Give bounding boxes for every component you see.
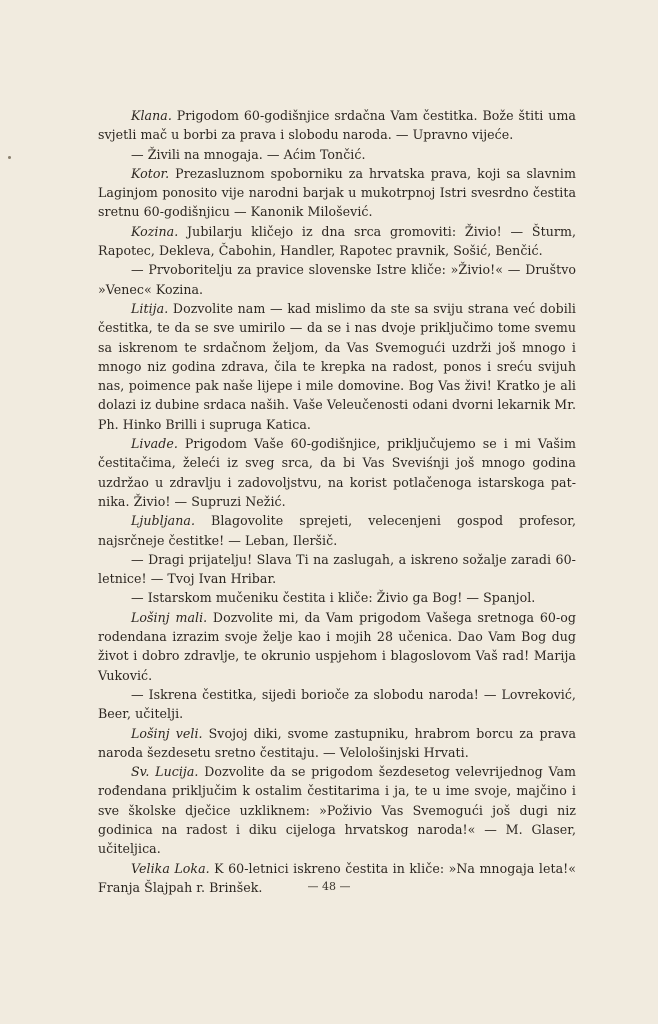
entry-ljubljana-3 bbox=[98, 588, 576, 607]
entry-text: Jubilarju kličejo iz dna srca gromoviti: Živio! — Šturm, Rapotec, Dekleva, Čabohin, Handler, Rapotec pravnik, Sošić, Benčić. bbox=[98, 223, 576, 259]
entry-place: Litija. bbox=[131, 300, 169, 316]
entry-text: Dozvolite da se prigodom šezdesetog velevrijednog Vam rođendana priključim k ostalim čestitarima i ja, te u ime svoje, majčino i sve školske dječice uzkliknem: »Poživio Vas Svemogući još dugi niz godinica na radost i diku cijeloga hrvatskog naroda!« — M. Glaser, učiteljica. bbox=[98, 764, 576, 857]
entry-place: Lošinj mali. bbox=[131, 609, 208, 625]
entry-ljubljana-2 bbox=[98, 550, 576, 589]
entry-litija bbox=[98, 299, 576, 434]
entry-losinj-mali bbox=[98, 608, 576, 685]
margin-dot bbox=[8, 156, 11, 159]
document-body bbox=[98, 106, 576, 897]
entry-place: Sv. Lucija. bbox=[131, 764, 199, 780]
entry-place: Ljubljana. bbox=[131, 513, 196, 529]
entry-text: — Istarskom mučeniku čestita i kliče: Živio ga Bog! — Spanjol. bbox=[131, 590, 536, 606]
entry-text: K 60-letnici iskreno čestita in kliče: »Na mnogaja leta!« Franja Šlajpah r. Brinšek. bbox=[98, 860, 576, 895]
entry-text: Svojoj diki, svome zastupniku, hrabrom borcu za prava naroda šezdesetu sretno čestitaju. — Velološinjski Hrvati. bbox=[98, 725, 576, 760]
entry-text: — Živili na mnogaja. — Aćim Tončić. bbox=[131, 146, 366, 162]
entry-text: — Iskrena čestitka, sijedi borioče za slobodu naroda! — Lovreković, Beer, učitelji. bbox=[98, 686, 576, 722]
entry-ljubljana bbox=[98, 511, 576, 550]
entry-kozina bbox=[98, 222, 576, 261]
entry-kozina-2 bbox=[98, 260, 576, 299]
entry-place: Lošinj veli. bbox=[131, 725, 203, 741]
entry-klana bbox=[98, 106, 576, 145]
entry-losinj-veli bbox=[98, 724, 576, 763]
entry-livade bbox=[98, 434, 576, 511]
entry-place: Livade. bbox=[131, 436, 178, 452]
entry-klana-2 bbox=[98, 145, 576, 164]
entry-text: Prezasluznom spoborniku za hrvatska prava, koji sa slavnim Laginjom ponosito vije narodni barjak u mukotrpnoj Istri svesrdno čestita sretnu 60-godišnjicu — Kanonik Milošević. bbox=[98, 165, 576, 220]
entry-place: Kozina. bbox=[131, 223, 179, 239]
entry-sv-lucija bbox=[98, 762, 576, 858]
entry-place: Kotor. bbox=[131, 165, 170, 181]
entry-place: Klana. bbox=[131, 108, 172, 123]
page-number: — 48 — bbox=[307, 880, 351, 893]
entry-text: — Dragi prijatelju! Slava Ti na zaslugah, a iskreno sožalje zaradi 60-letnice! — Tvoj Ivan Hribar. bbox=[98, 551, 576, 587]
entry-text: — Prvoboritelju za pravice slovenske Istre kliče: »Živio!« — Društvo »Venec« Kozina. bbox=[98, 262, 576, 297]
entry-text: Dozvolite nam — kad mislimo da ste sa sviju strana već dobili čestitka, te da se sve umirilo — da se i nas dvoje priključimo tome svemu sa iskrenom te srdačnom željom, da Vas Svemogući uzdrži još mnogo i mnogo niz godina zdrava, čila te krepka na radost, ponos i sreću svijuh nas, poimence pak naše lijepe i mile domovine. Bog Vas živi! Kratko je ali dolazi iz dubine srdaca naših. Vaše Veleučenosti odani dvorni lekarnik Mr. Ph. Hinko Brilli i supruga Katica. bbox=[98, 300, 576, 432]
entry-kotor bbox=[98, 164, 576, 222]
entry-losinj-mali-2 bbox=[98, 685, 576, 724]
entry-text: Blagovolite sprejeti, velecenjeni gospod profesor, najsrčneje čestitke! — Leban, Ileršič. bbox=[98, 513, 576, 548]
entry-text: Prigodom Vaše 60-godišnjice, priključujemo se i mi Vašim čestitačima, želeći iz sveg srca, da bi Vas Sveviśnji još mnogo godina uzdržao u zdravlju i zadovoljstvu, na korist potlačenoga istarskoga pat-nika. Živio! — Supruzi Nežić. bbox=[98, 436, 576, 509]
entry-text: Dozvolite mi, da Vam prigodom Vašega sretnoga 60-og rodendana izrazim svoje želje kao i mojih 28 učenica. Dao Vam Bog dug život i dobro zdravlje, te okrunio uspjehom i blagoslovom Vaš rad! Marija Vuković. bbox=[98, 609, 576, 683]
entry-place: Velika Loka. bbox=[131, 860, 210, 876]
entry-text: Prigodom 60-godišnjice srdačna Vam čestitka. Bože štiti uma svjetli mač u borbi za prava i slobodu naroda. — Upravno vijeće. bbox=[98, 108, 576, 143]
